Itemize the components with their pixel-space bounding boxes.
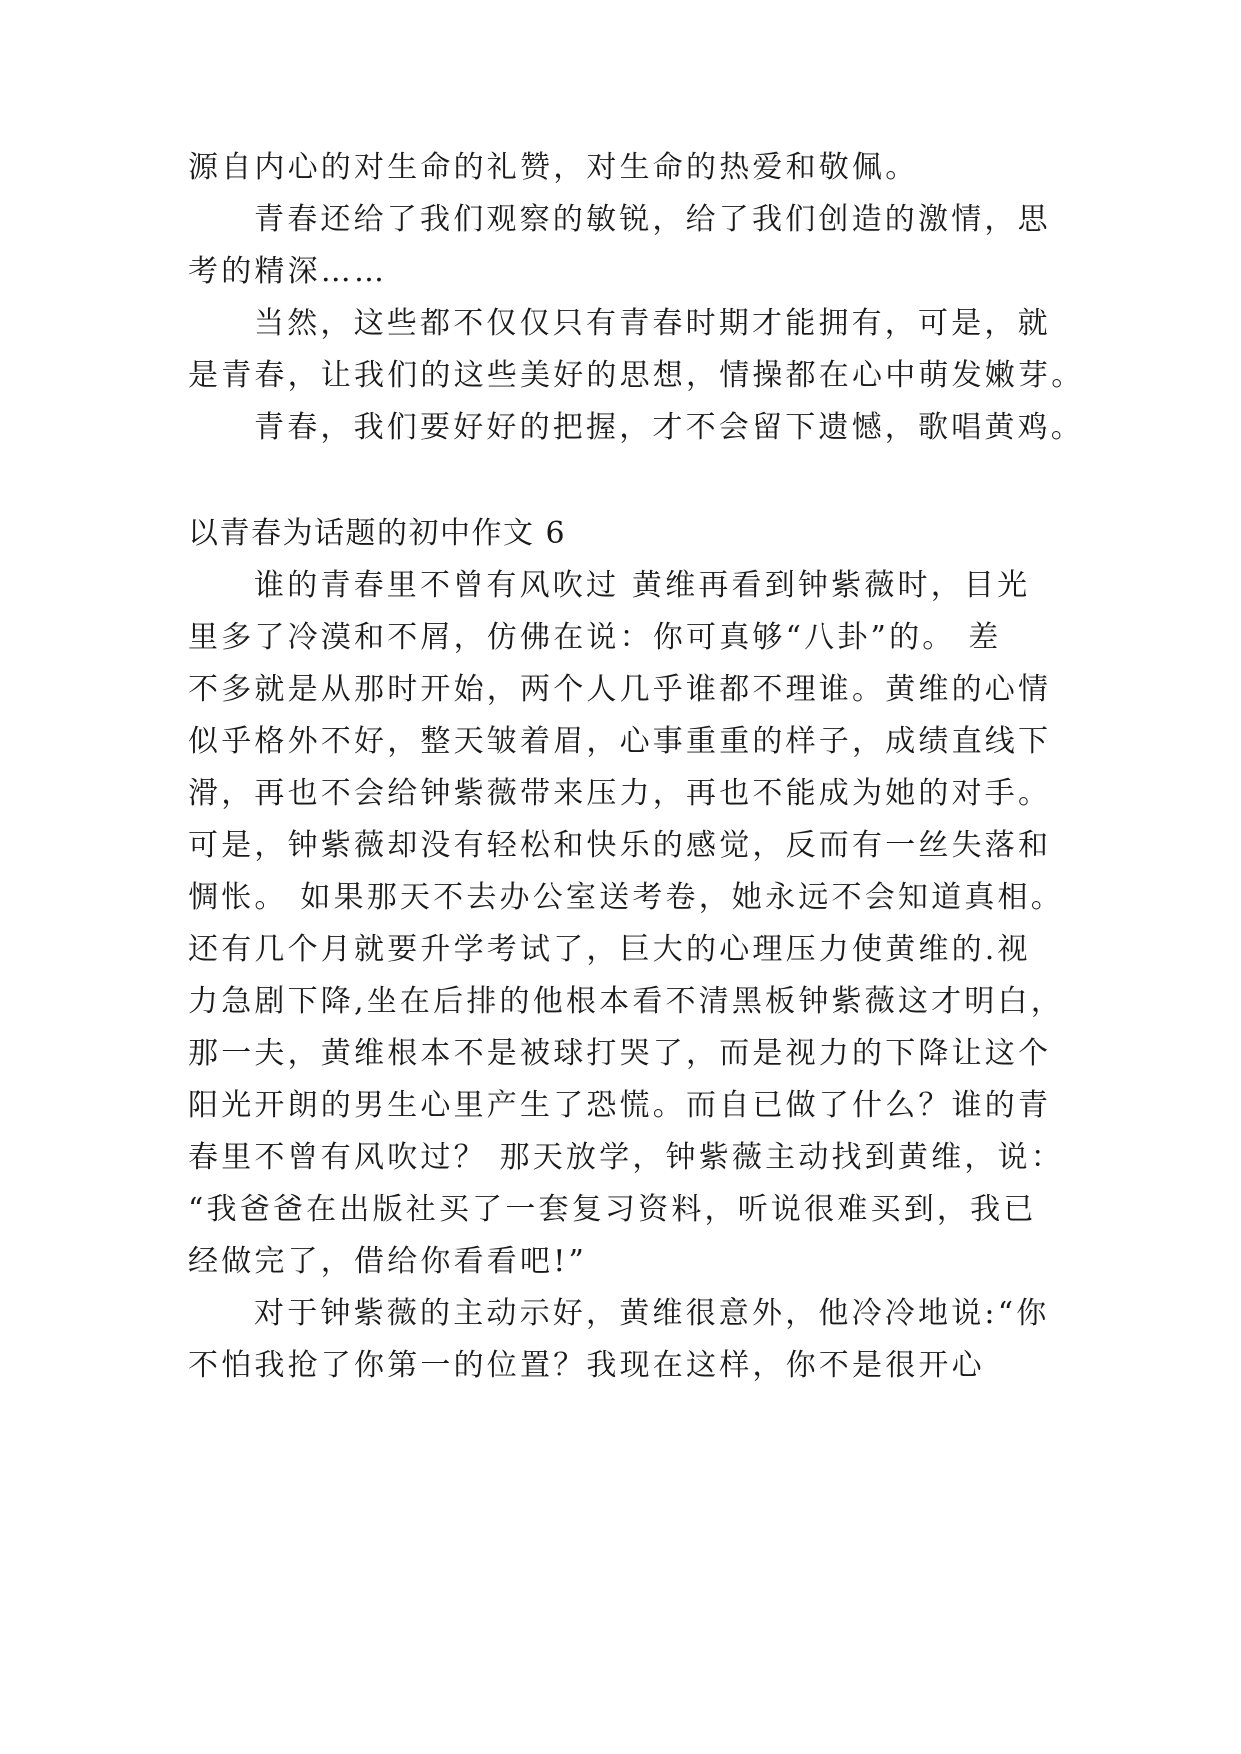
- text-line: 春里不曾有风吹过？ 那天放学，钟紫薇主动找到黄维，说：: [188, 1140, 1064, 1175]
- text-line: 阳光开朗的男生心里产生了恐慌。而自已做了什么？谁的青: [188, 1088, 1052, 1123]
- text-line: 似乎格外不好，整天皱着眉，心事重重的样子，成绩直线下: [188, 724, 1052, 759]
- paragraph-first-line: 当然，这些都不仅仅只有青春时期才能拥有，可是，就: [254, 306, 1051, 341]
- text-line: 可是，钟紫薇却没有轻松和快乐的感觉，反而有一丝失落和: [188, 828, 1052, 863]
- text-line: 不怕我抢了你第一的位置？我现在这样，你不是很开心: [188, 1348, 985, 1383]
- section-heading: 以青春为话题的初中作文 6: [188, 516, 567, 551]
- text-line: 里多了冷漠和不屑，仿佛在说：你可真够“八卦”的。 差: [188, 620, 1002, 655]
- text-line: 经做完了，借给你看看吧!”: [188, 1244, 587, 1279]
- paragraph-first-line: 对于钟紫薇的主动示好，黄维很意外，他冷冷地说:“你: [254, 1296, 1050, 1331]
- text-line: 惆怅。 如果那天不去办公室送考卷，她永远不会知道真相。: [188, 880, 1064, 915]
- text-line: 那一夫，黄维根本不是被球打哭了，而是视力的下降让这个: [188, 1036, 1052, 1071]
- text-line: 是青春，让我们的这些美好的思想，情操都在心中萌发嫩芽。: [188, 358, 1085, 393]
- paragraph-first-line: 谁的青春里不曾有风吹过 黄维再看到钟紫薇时，目光: [254, 568, 1031, 603]
- text-line: 力急剧下降,坐在后排的他根本看不清黑板钟紫薇这才明白，: [188, 984, 1064, 1019]
- text-line: 不多就是从那时开始，两个人几乎谁都不理谁。黄维的心情: [188, 672, 1052, 707]
- text-line: 滑，再也不会给钟紫薇带来压力，再也不能成为她的对手。: [188, 776, 1052, 811]
- paragraph-first-line: 青春还给了我们观察的敏锐，给了我们创造的激情，思: [254, 202, 1051, 237]
- text-line: “我爸爸在出版社买了一套复习资料，听说很难买到，我已: [188, 1192, 1037, 1227]
- paragraph-first-line: 青春，我们要好好的把握，才不会留下遗憾，歌唱黄鸡。: [254, 410, 1084, 445]
- text-line: 源自内心的对生命的礼赞，对生命的热爱和敬佩。: [188, 150, 919, 185]
- text-line: 还有几个月就要升学考试了，巨大的心理压力使黄维的.视: [188, 932, 1031, 967]
- text-line: 考的精深……: [188, 254, 388, 289]
